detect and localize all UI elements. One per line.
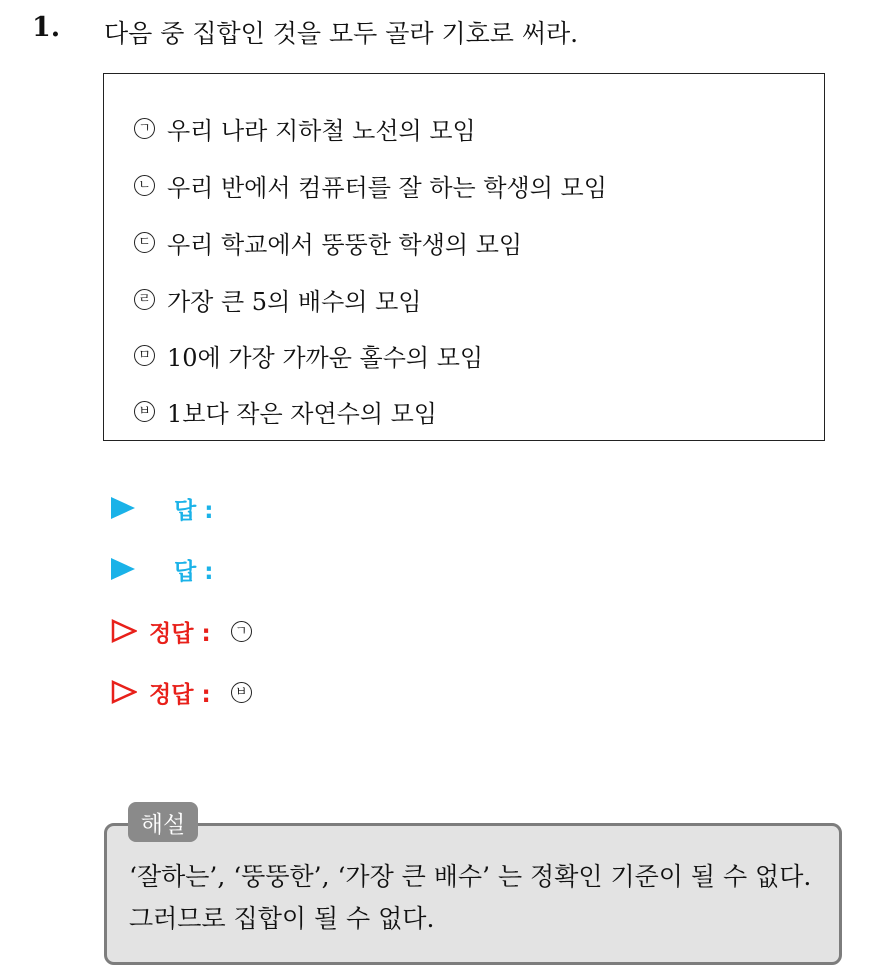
choice-text-5: 10에 가장 가까운 홀수의 모임 <box>167 343 484 372</box>
play-triangle-icon <box>111 558 135 580</box>
explanation-box <box>104 823 842 965</box>
choice-marker-6: ㅂ <box>134 401 155 422</box>
explanation-tab: 해설 <box>128 802 198 842</box>
question-text: 다음 중 집합인 것을 모두 골라 기호로 써라. <box>104 19 579 48</box>
answer-row-1 <box>111 491 213 525</box>
correct-answer-marker: ㄱ <box>231 621 252 642</box>
choice-marker-3: ㄷ <box>134 232 155 253</box>
choice-text-1: 우리 나라 지하철 노선의 모임 <box>167 116 476 145</box>
choice-6 <box>134 394 437 428</box>
correct-answer-row-2 <box>111 675 252 709</box>
correct-answer-label: 정답 : <box>149 681 211 708</box>
choice-2 <box>134 168 607 202</box>
correct-answer-marker: ㅂ <box>231 682 252 703</box>
choice-marker-2: ㄴ <box>134 175 155 196</box>
choice-marker-4: ㄹ <box>134 289 155 310</box>
choice-3 <box>134 225 522 259</box>
choice-marker-5: ㅁ <box>134 345 155 366</box>
outline-triangle-icon <box>111 680 137 704</box>
choice-text-4: 가장 큰 5의 배수의 모임 <box>167 287 422 316</box>
correct-answer-row-1 <box>111 614 252 648</box>
choice-text-6: 1보다 작은 자연수의 모임 <box>167 399 437 428</box>
answer-row-2 <box>111 552 213 586</box>
outline-triangle-icon <box>111 619 137 643</box>
choices-box <box>103 73 825 441</box>
choice-4 <box>134 282 421 316</box>
play-triangle-icon <box>111 497 135 519</box>
choice-1 <box>134 111 476 145</box>
answer-label: 답 : <box>174 558 214 585</box>
answer-label: 답 : <box>174 497 214 524</box>
choice-5 <box>134 338 483 372</box>
choice-text-2: 우리 반에서 컴퓨터를 잘 하는 학생의 모임 <box>167 173 607 202</box>
correct-answer-label: 정답 : <box>149 620 211 647</box>
explanation-text: ‘잘하는’, ‘뚱뚱한’, ‘가장 큰 배수’ 는 정확인 기준이 될 수 없다. 그러므로 집합이 될 수 없다. <box>129 862 812 933</box>
choice-text-3: 우리 학교에서 뚱뚱한 학생의 모임 <box>167 230 523 259</box>
choice-marker-1: ㄱ <box>134 118 155 139</box>
question-number: 1. <box>32 12 61 43</box>
